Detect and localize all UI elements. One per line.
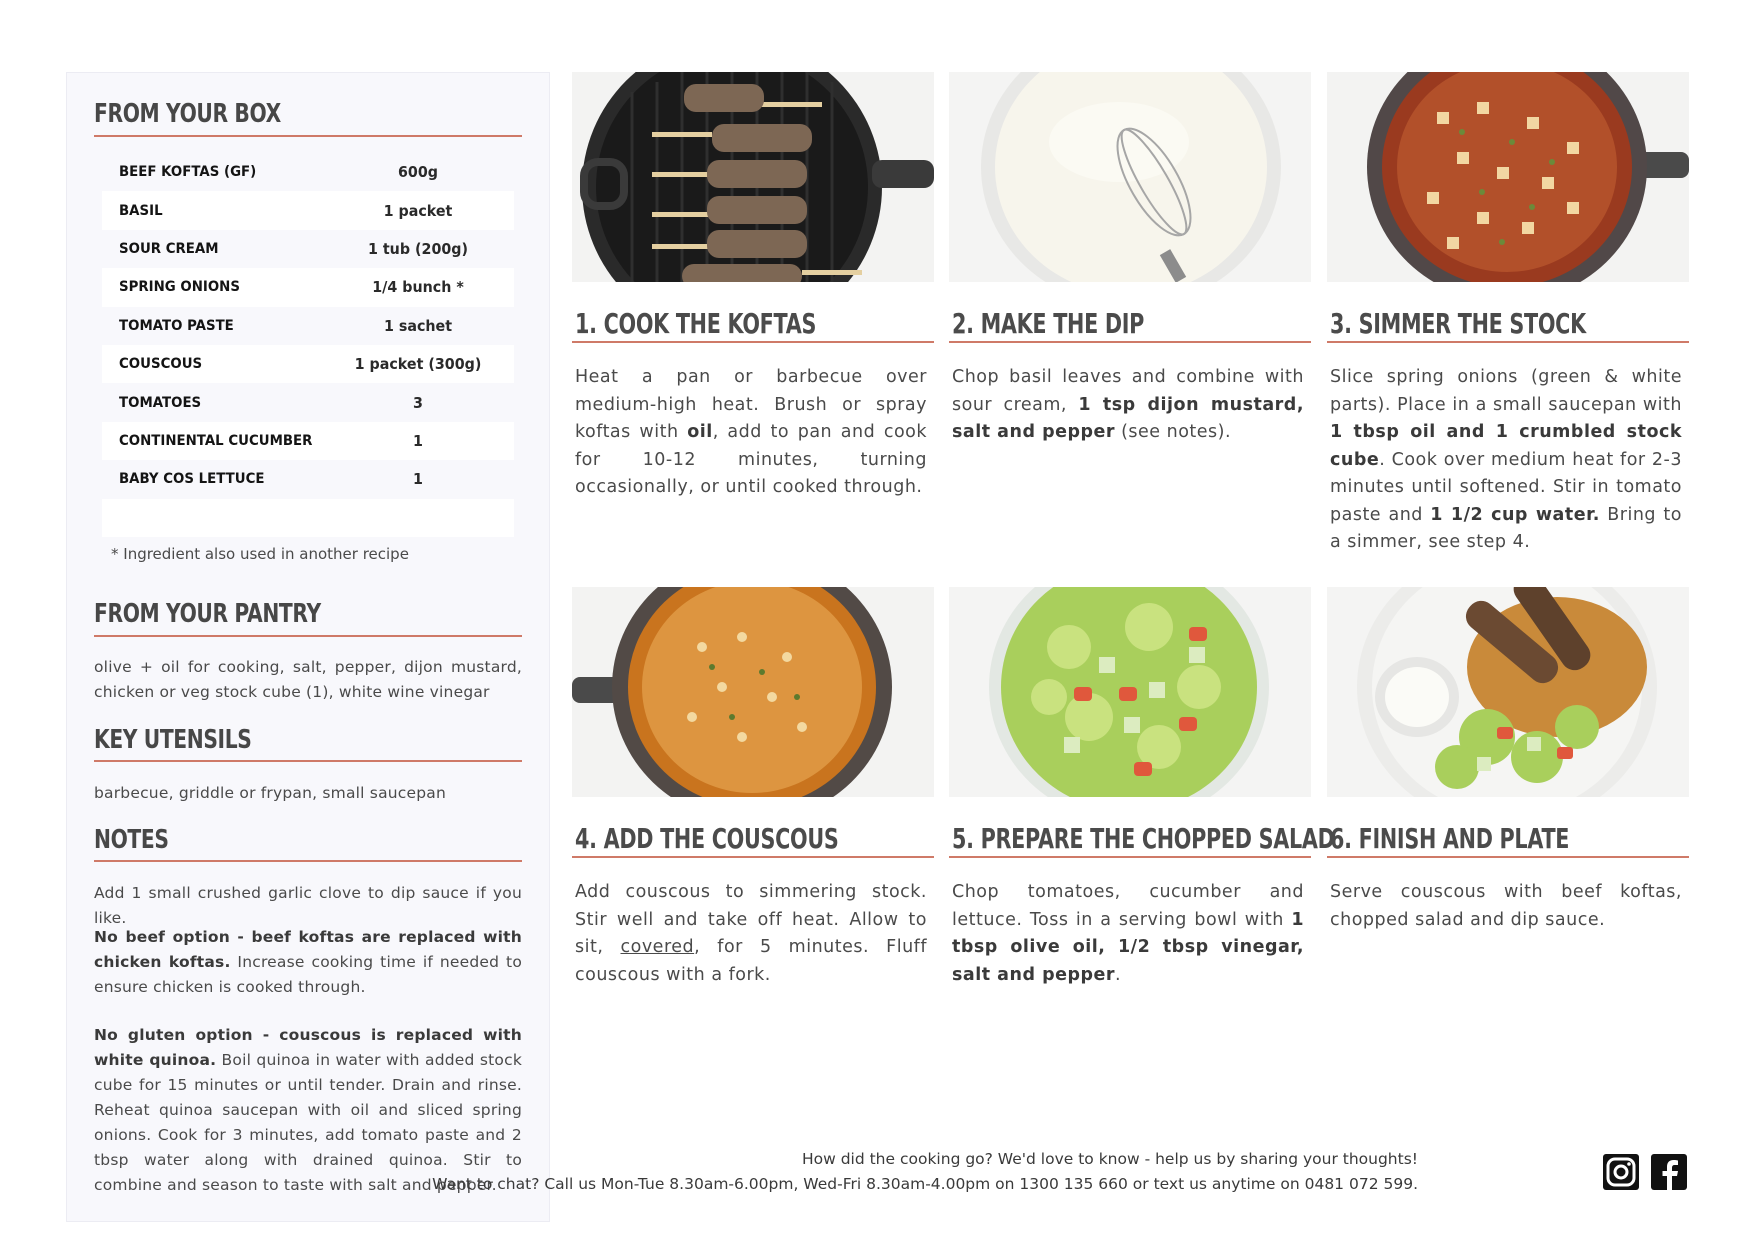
step-3-photo-stock (1327, 72, 1689, 282)
step-text-part: , add to pan and cook for 10-12 minutes, turning occasionally, or until cooked through. (575, 422, 928, 497)
step-text-bold: oil (687, 422, 713, 442)
step-text-part: . (1115, 964, 1122, 985)
step-text-part: . Cook over medium heat for 2-3 minutes until softened. Stir in tomato paste and (1330, 449, 1682, 525)
section-divider (94, 760, 522, 762)
step-4-text (575, 879, 927, 989)
section-divider (94, 860, 522, 862)
step-5-text (952, 879, 1304, 989)
step-text-underline: covered (620, 937, 695, 957)
from-your-pantry-title: FROM YOUR PANTRY (94, 599, 321, 629)
ingredient-qty: 1 sachet (383, 316, 453, 335)
ingredients-table (102, 153, 514, 537)
contact-text: Want to chat? Call us Mon-Tue 8.30am-6.00pm, Wed-Fri 8.30am-4.00pm on 1300 135 660 or text us anytime on 0481 072 599. (432, 1175, 1418, 1193)
ingredient-qty: 1 (413, 431, 423, 450)
step-text-part: , for 5 minutes. Fluff couscous with a fork. (575, 937, 927, 985)
pantry-text: olive + oil for cooking, salt, pepper, dijon mustard, chicken or veg stock cube (1), white wine vinegar (94, 658, 522, 701)
ingredient-row (102, 230, 514, 268)
step-3-text (1330, 364, 1682, 557)
step-2-photo-dip (949, 72, 1311, 282)
ingredient-footnote: * Ingredient also used in another recipe (111, 545, 409, 563)
ingredient-name: SOUR CREAM (119, 240, 219, 257)
ingredient-qty: 1 packet (300g) (354, 355, 482, 374)
step-text-part: Heat a pan or barbecue over medium-high heat. Brush or spray koftas with (575, 367, 927, 442)
ingredient-row (102, 460, 514, 498)
step-divider (1327, 341, 1689, 343)
instagram-icon[interactable] (1602, 1153, 1640, 1191)
step-text-bold: 1 tbsp oil and 1 crumbled stock cube (1330, 422, 1682, 470)
ingredient-name: TOMATOES (119, 394, 202, 411)
step-text-bold: 1 1/2 cup water. (1430, 504, 1600, 525)
note-no-gluten-text: Boil quinoa in water with added stock cube for 15 minutes or until tender. Drain and rinse. Reheat quinoa saucepan with oil and sliced spring onions. Cook for 3 minutes, add tomato paste and 2 tbsp water along with drained quinoa. Stir to combine and season to taste with salt and pepper. (94, 1051, 522, 1194)
step-divider (572, 856, 934, 858)
step-4-photo-couscous (572, 587, 934, 797)
ingredient-name: CONTINENTAL CUCUMBER (119, 432, 313, 449)
ingredient-qty: 1/4 bunch * (372, 278, 464, 297)
feedback-text: How did the cooking go? We'd love to know - help us by sharing your thoughts! (801, 1150, 1418, 1168)
facebook-icon[interactable] (1650, 1153, 1688, 1191)
note-garlic: Add 1 small crushed garlic clove to dip sauce if you like. (94, 884, 522, 927)
ingredient-row (102, 191, 514, 229)
step-2-text (952, 364, 1304, 447)
ingredient-row (102, 268, 514, 306)
step-1-title: 1. COOK THE KOFTAS (575, 307, 817, 340)
section-divider (94, 135, 522, 137)
step-text-bold: 1 tsp dijon mustard, salt and pepper (952, 394, 1304, 442)
ingredient-qty: 1 tub (200g) (367, 239, 469, 258)
step-4-title: 4. ADD THE COUSCOUS (575, 822, 839, 855)
step-text-part: (see notes). (1115, 422, 1232, 442)
ingredient-qty: 1 (413, 470, 423, 489)
ingredient-row (102, 307, 514, 345)
ingredient-name: COUSCOUS (119, 356, 203, 373)
ingredient-row (102, 345, 514, 383)
step-text-bold: 1 tbsp olive oil, 1/2 tbsp vinegar, salt and pepper (952, 909, 1304, 985)
step-1-text (575, 364, 927, 502)
ingredient-name: BEEF KOFTAS (GF) (119, 164, 257, 181)
note-no-beef-text: Increase cooking time if needed to ensure chicken is cooked through. (94, 953, 522, 996)
ingredient-qty: 1 packet (383, 201, 453, 220)
ingredient-name: SPRING ONIONS (119, 279, 240, 296)
step-text-part: Slice spring onions (green & white parts). Place in a small saucepan with (1330, 367, 1682, 415)
step-divider (1327, 856, 1689, 858)
ingredient-name: BASIL (119, 202, 163, 219)
note-no-beef (94, 925, 522, 1000)
step-3-title: 3. SIMMER THE STOCK (1330, 307, 1586, 340)
step-1-photo-koftas (572, 72, 934, 282)
step-divider (949, 856, 1311, 858)
step-text-part: Bring to a simmer, see step 4. (1330, 504, 1682, 552)
ingredient-row (102, 153, 514, 191)
ingredient-row (102, 422, 514, 460)
ingredient-qty: 600g (398, 163, 438, 182)
utensils-text: barbecue, griddle or frypan, small saucepan (94, 784, 447, 802)
notes-title: NOTES (94, 825, 169, 855)
step-5-title: 5. PREPARE THE CHOPPED SALAD (952, 822, 1335, 855)
step-divider (949, 341, 1311, 343)
note-no-gluten-bold: No gluten option - couscous is replaced with white quinoa. (94, 1026, 522, 1069)
step-text-part: Add couscous to simmering stock. Stir well and take off heat. Allow to sit, (575, 882, 927, 957)
step-text-part: Chop basil leaves and combine with sour cream, (952, 367, 1304, 415)
step-2-title: 2. MAKE THE DIP (952, 307, 1145, 340)
key-utensils-title: KEY UTENSILS (94, 725, 252, 755)
step-6-title: 6. FINISH AND PLATE (1330, 822, 1570, 855)
ingredient-qty: 3 (413, 393, 423, 412)
step-6-text: Serve couscous with beef koftas, chopped salad and dip sauce. (1330, 882, 1682, 930)
ingredient-row (102, 383, 514, 421)
step-6-photo-plated (1327, 587, 1689, 797)
step-5-photo-salad (949, 587, 1311, 797)
ingredient-row-empty (102, 499, 514, 537)
from-your-box-title: FROM YOUR BOX (94, 99, 281, 129)
ingredient-name: BABY COS LETTUCE (119, 471, 265, 488)
ingredients-sidebar (66, 72, 550, 1222)
note-no-gluten (94, 1023, 522, 1198)
section-divider (94, 635, 522, 637)
ingredient-name: TOMATO PASTE (119, 317, 234, 334)
step-text-part: Chop tomatoes, cucumber and lettuce. Toss in a serving bowl with (952, 882, 1304, 930)
step-divider (572, 341, 934, 343)
note-no-beef-bold: No beef option - beef koftas are replaced with chicken koftas. (94, 928, 522, 971)
